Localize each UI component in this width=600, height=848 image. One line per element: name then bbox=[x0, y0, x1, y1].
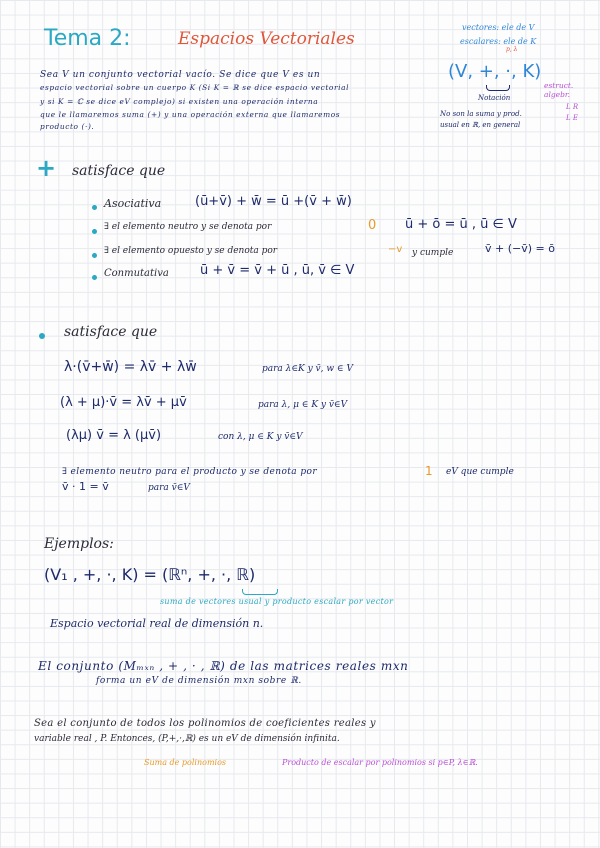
item-opuesto-formula: v̄ + (−v̄) = ō bbox=[485, 242, 555, 255]
item-opuesto-mid: y cumple bbox=[412, 248, 454, 258]
item-conmutativa-formula: ū + v̄ = v̄ + ū , ū, v̄ ∈ V bbox=[200, 263, 355, 278]
prod-line-2-formula: (λ + μ)·v̄ = λv̄ + μv̄ bbox=[60, 395, 187, 410]
sum-heading: satisface que bbox=[72, 163, 166, 179]
bullet-conmutativa bbox=[92, 275, 97, 280]
example-3-note-suma: Suma de polinomios bbox=[144, 758, 227, 767]
example-1-desc: Espacio vectorial real de dimensión n. bbox=[50, 617, 264, 630]
sum-plus-symbol: + bbox=[36, 154, 57, 182]
item-opuesto-symbol: −v bbox=[388, 244, 403, 255]
prod-line-1-formula: λ·(v̄+w̄) = λv̄ + λw̄ bbox=[64, 359, 197, 375]
example-1-note: suma de vectores usual y producto escalar por vector bbox=[160, 597, 394, 606]
prod-line-1-cond: para λ∈K y v̄, w ∈ V bbox=[262, 364, 353, 374]
example-1-brace bbox=[242, 589, 278, 595]
bullet-opuesto bbox=[92, 253, 97, 258]
sum-note-line2: usual en ℝ, en general bbox=[440, 121, 521, 129]
item-opuesto-label: ∃ el elemento opuesto y se denota por bbox=[104, 246, 278, 256]
prod-line-2-cond: para λ, μ ∈ K y v̄∈V bbox=[258, 400, 348, 410]
intro-line-2: espacio vectorial sobre un cuerpo K (Si K = ℝ se dice espacio vectorial bbox=[40, 83, 350, 92]
estruct-label: estruct. algebr. bbox=[544, 81, 574, 99]
examples-heading: Ejemplos: bbox=[44, 536, 114, 552]
notation-formula: (V, +, ·, K) bbox=[448, 61, 542, 82]
sum-note-line1: No son la suma y prod. bbox=[440, 110, 522, 118]
example-3-note-producto: Producto de escalar por polinomios si p∈P, λ∈ℝ. bbox=[282, 758, 478, 767]
intro-line-3: y si K = ℂ se dice eV complejo) si existen una operación interna bbox=[40, 97, 319, 106]
notation-brace bbox=[486, 85, 510, 91]
prod-neutral-line-2: eV que cumple bbox=[446, 467, 514, 477]
bullet-asociativa bbox=[92, 205, 97, 210]
prod-neutral-line-4: para v̄∈V bbox=[148, 483, 190, 493]
prod-line-3-formula: (λμ) v̄ = λ (μv̄) bbox=[66, 428, 162, 443]
example-3-line-2: variable real , P. Entonces, (P,+,·,ℝ) es un eV de dimensión infinita. bbox=[34, 734, 340, 744]
example-1-formula: (V₁ , +, ·, K) = (ℝⁿ, +, ·, ℝ) bbox=[44, 565, 256, 584]
page-title-topic: Espacios Vectoriales bbox=[178, 29, 355, 49]
lr-label: L R bbox=[566, 103, 579, 111]
notation-label: Notación bbox=[478, 94, 511, 102]
prod-neutral-line-1: ∃ elemento neutro para el producto y se denota por bbox=[62, 467, 318, 477]
prod-line-3-cond: con λ, μ ∈ K y v̄∈V bbox=[218, 432, 303, 442]
item-neutro-formula: ū + ō = ū , ū ∈ V bbox=[405, 217, 517, 232]
prod-neutral-line-3: v̄ · 1 = v̄ bbox=[62, 480, 109, 493]
item-neutro-label: ∃ el elemento neutro y se denota por bbox=[104, 222, 272, 232]
side-note-lambda: p, λ bbox=[506, 46, 518, 53]
page-title-tema: Tema 2: bbox=[44, 26, 131, 51]
item-asociativa-formula: (ū+v̄) + w̄ = ū +(v̄ + w̄) bbox=[195, 194, 352, 209]
prod-heading: satisface que bbox=[64, 324, 158, 340]
item-conmutativa-label: Conmutativa bbox=[104, 268, 169, 279]
side-note-vectores: vectores: ele de V bbox=[462, 23, 535, 32]
side-note-escalares: escalares: ele de K bbox=[460, 37, 537, 46]
example-2-line-2: forma un eV de dimensión mxn sobre ℝ. bbox=[96, 676, 302, 686]
le-label: L E bbox=[566, 114, 578, 122]
prod-dot-symbol bbox=[39, 333, 45, 339]
example-2-line-1: El conjunto (Mₘₓₙ , + , · , ℝ) de las matrices reales mxn bbox=[38, 659, 409, 673]
prod-neutral-one: 1 bbox=[425, 464, 433, 478]
item-asociativa-label: Asociativa bbox=[104, 197, 162, 210]
example-3-line-1: Sea el conjunto de todos los polinomios de coeficientes reales y bbox=[34, 718, 376, 729]
intro-line-5: producto (·). bbox=[40, 122, 95, 131]
intro-line-4: que le llamaremos suma (+) y una operación externa que llamaremos bbox=[40, 110, 341, 119]
intro-line-1: Sea V un conjunto vectorial vacío. Se dice que V es un bbox=[40, 70, 321, 80]
item-neutro-symbol: 0 bbox=[368, 218, 377, 233]
bullet-neutro bbox=[92, 229, 97, 234]
